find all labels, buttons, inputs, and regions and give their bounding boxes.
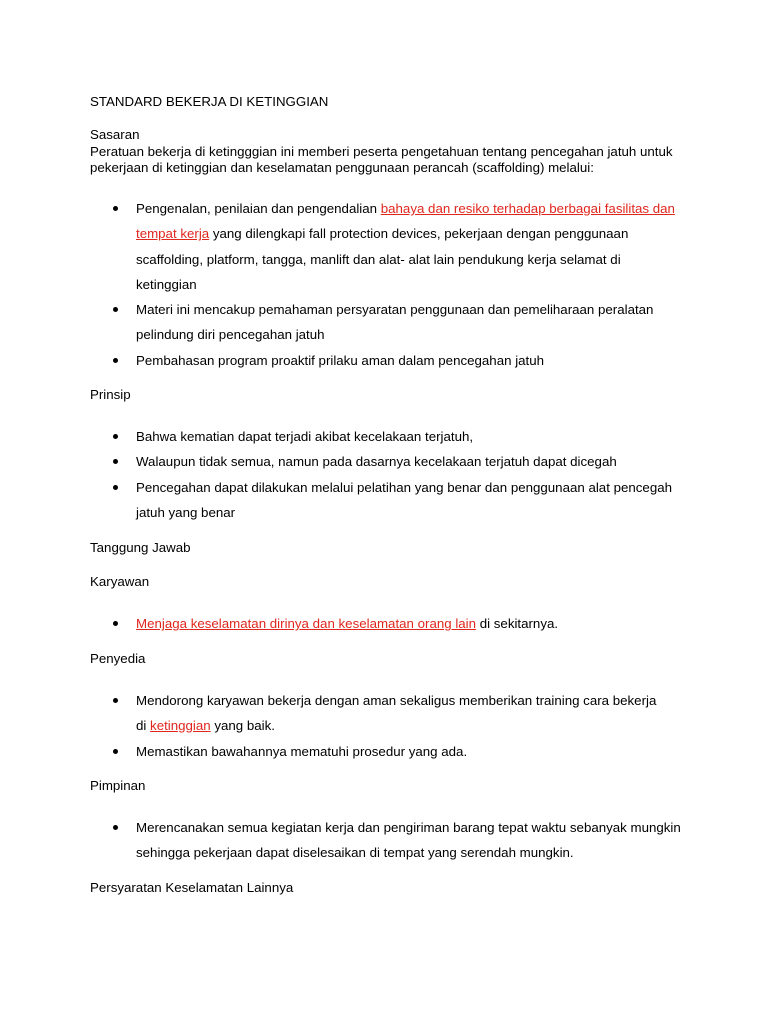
section-heading-sasaran: Sasaran (90, 127, 140, 142)
bullet-list-penyedia (90, 688, 690, 764)
inline-link[interactable]: ketinggian (150, 718, 211, 734)
section-heading-pimpinan: Pimpinan (90, 778, 146, 793)
item-text: Bahwa kematian dapat terjadi akibat kecelakaan terjatuh, (136, 429, 474, 444)
list-item-continuation (90, 272, 690, 297)
list-item (90, 348, 690, 373)
bullet-icon (113, 621, 118, 626)
list-item-continuation (90, 840, 690, 865)
list-item (90, 688, 690, 713)
list-item (90, 475, 690, 500)
bullet-list-sasaran (90, 196, 690, 373)
bullet-list-prinsip (90, 424, 690, 525)
bullet-icon (113, 825, 118, 830)
item-text: Merencanakan semua kegiatan kerja dan pengiriman barang tepat waktu sebanyak mungkin (136, 820, 681, 835)
inline-link[interactable]: tempat kerja (136, 226, 210, 242)
list-item (90, 611, 690, 636)
list-item-continuation (90, 247, 690, 272)
inline-link[interactable]: bahaya dan resiko terhadap berbagai fasilitas dan (380, 201, 675, 216)
bullet-icon (113, 749, 118, 754)
list-item (90, 739, 690, 764)
document-title: STANDARD BEKERJA DI KETINGGIAN (90, 94, 329, 109)
item-text: pelindung diri pencegahan jatuh (136, 327, 325, 343)
section-heading-penyedia: Penyedia (90, 651, 146, 666)
item-text: Pengenalan, penilaian dan pengendalian (136, 201, 381, 216)
item-text: yang dilengkapi fall protection devices, pekerjaan dengan penggunaan (209, 226, 629, 242)
item-text: Mendorong karyawan bekerja dengan aman sekaligus memberikan training cara bekerja (136, 693, 657, 708)
item-text: yang baik. (210, 718, 275, 734)
item-text: Pembahasan program proaktif prilaku aman dalam pencegahan jatuh (136, 352, 545, 368)
bullet-icon (113, 698, 118, 703)
item-text: di sekitarnya. (476, 616, 559, 631)
bullet-icon (113, 206, 118, 211)
bullet-icon (113, 307, 118, 312)
item-text: ketinggian (136, 276, 197, 292)
bullet-list-pimpinan (90, 815, 690, 866)
item-text: Pencegahan dapat dilakukan melalui pelatihan yang benar dan penggunaan alat pencegah (136, 479, 673, 495)
item-text: Walaupun tidak semua, namun pada dasarnya kecelakaan terjatuh dapat dicegah (136, 454, 617, 470)
list-item-continuation (90, 322, 690, 347)
bullet-icon (113, 358, 118, 363)
item-text: Materi ini mencakup pemahaman persyaratan penggunaan dan pemeliharaan peralatan (136, 302, 654, 318)
bullet-icon (113, 434, 118, 439)
paragraph-line: pekerjaan di ketinggian dan keselamatan penggunaan perancah (scaffolding) melalui: (90, 160, 594, 175)
list-item (90, 449, 690, 474)
list-item (90, 424, 690, 449)
paragraph-line: Peratuan bekerja di ketingggian ini memberi peserta pengetahuan tentang pencegahan jatuh untuk (90, 144, 673, 159)
list-item-continuation (90, 500, 690, 525)
inline-link[interactable]: Menjaga keselamatan dirinya dan keselamatan orang lain (136, 616, 477, 631)
bullet-icon (113, 459, 118, 464)
list-item (90, 196, 690, 221)
bullet-icon (113, 485, 118, 490)
bullet-list-karyawan (90, 611, 690, 636)
section-heading-karyawan: Karyawan (90, 574, 150, 589)
item-text: jatuh yang benar (136, 504, 236, 520)
section-heading-tanggung-jawab: Tanggung Jawab (90, 540, 191, 555)
item-text: sehingga pekerjaan dapat diselesaikan di tempat yang serendah mungkin. (136, 845, 574, 861)
item-text: scaffolding, platform, tangga, manlift dan alat- alat lain pendukung kerja selamat di (136, 251, 621, 267)
list-item-continuation (90, 221, 690, 246)
section-heading-prinsip: Prinsip (90, 387, 131, 402)
section-heading-persyaratan: Persyaratan Keselamatan Lainnya (90, 880, 294, 895)
item-text: Memastikan bawahannya mematuhi prosedur yang ada. (136, 743, 468, 759)
list-item-continuation (90, 713, 690, 738)
list-item (90, 297, 690, 322)
list-item (90, 815, 690, 840)
item-text: di (136, 718, 151, 734)
